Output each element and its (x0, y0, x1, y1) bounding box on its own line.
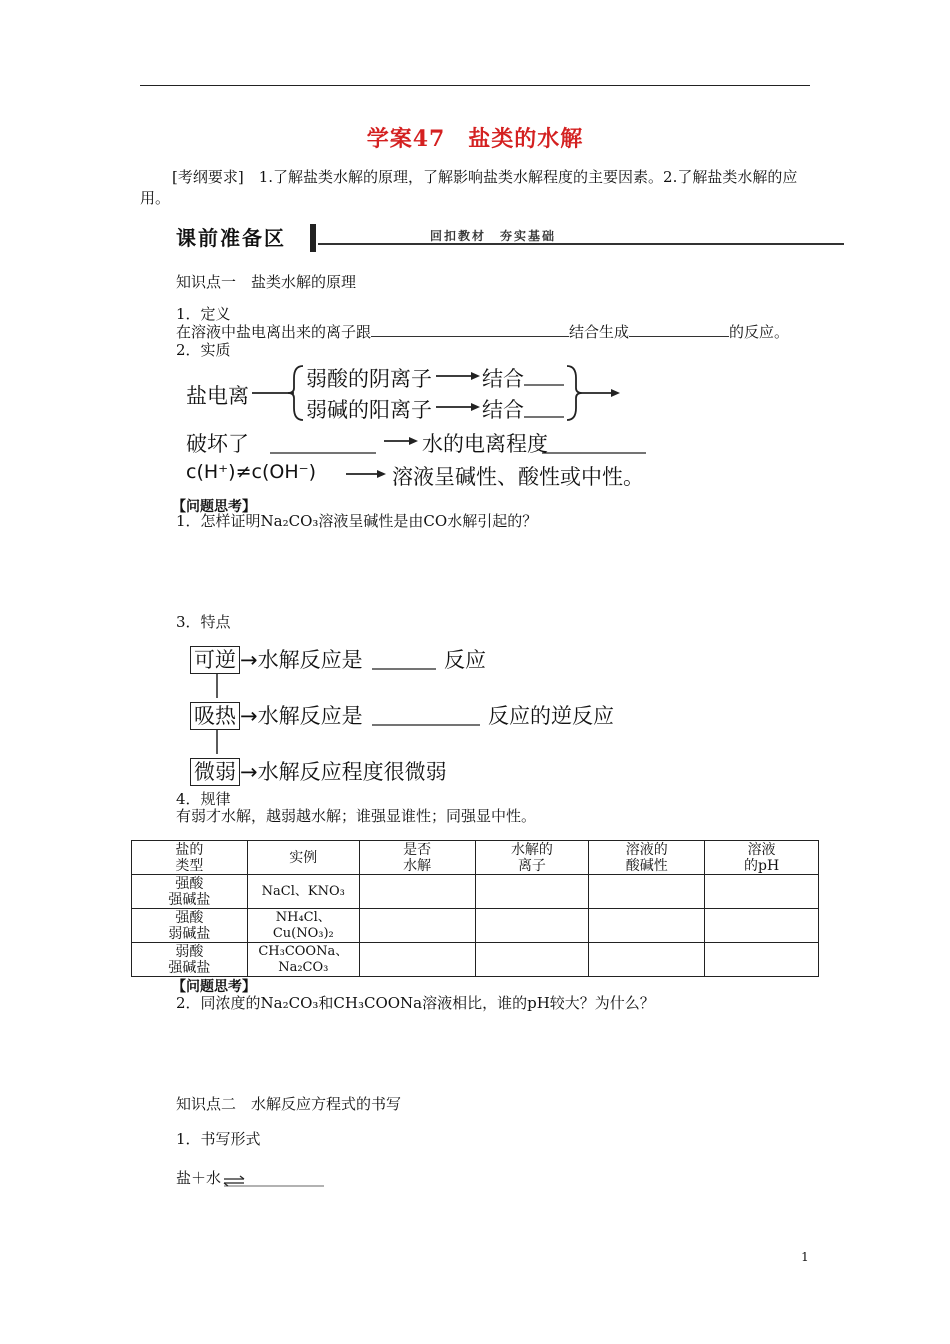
definition-text (176, 322, 789, 342)
feature-tag: 微弱 (190, 758, 240, 786)
banner-subtitle: 回扣教材 夯实基础 (430, 229, 557, 243)
features-diagram (190, 642, 630, 792)
type-cell: 弱酸 强碱盐 (132, 943, 248, 977)
def-text-2: 结合生成 (569, 323, 630, 341)
def-text-3: 的反应。 (729, 323, 790, 341)
feature-row-2-tail: 反应的逆反应 (488, 704, 614, 728)
combine-label-1: 结合 (482, 367, 524, 391)
answer-cell[interactable] (359, 909, 475, 943)
header-cell: 是否 水解 (359, 841, 475, 875)
answer-cell[interactable] (589, 875, 705, 909)
page-title: 学案47 盐类的水解 (366, 126, 584, 152)
header-cell: 水解的 离子 (475, 841, 589, 875)
kp1-heading: 知识点一 盐类水解的原理 (176, 273, 357, 291)
feature-text: →水解反应是 (240, 648, 363, 672)
answer-cell[interactable] (589, 909, 705, 943)
answer-cell[interactable] (705, 943, 819, 977)
weak-base-cation: 弱碱的阳离子 (306, 398, 432, 422)
kp2-heading: 知识点二 水解反应方程式的书写 (176, 1095, 402, 1113)
example-cell: NH₄Cl、 Cu(NO₃)₂ (247, 909, 359, 943)
example-cell: CH₃COONa、 Na₂CO₃ (247, 943, 359, 977)
hydrolysis-table (131, 840, 819, 977)
question-2: 2．同浓度的Na₂CO₃和CH₃COONa溶液相比，谁的pH较大？为什么？ (176, 994, 655, 1012)
question-label-2: 【问题思考】 (172, 979, 256, 995)
question-1: 1．怎样证明Na₂CO₃溶液呈碱性是由CO水解引起的？ (176, 512, 538, 530)
answer-cell[interactable] (475, 909, 589, 943)
answer-cell[interactable] (705, 875, 819, 909)
blank[interactable] (371, 322, 569, 337)
header-rule (140, 85, 810, 86)
rules-text: 有弱才水解，越弱越水解；谁强显谁性；同强显中性。 (176, 807, 537, 825)
feature-row-3 (190, 756, 447, 786)
features-heading: 3．特点 (176, 613, 231, 631)
banner-label: 课前准备区 (176, 224, 306, 252)
answer-cell[interactable] (705, 909, 819, 943)
definition-heading: 1．定义 (176, 305, 231, 323)
header-cell: 溶液的 酸碱性 (589, 841, 705, 875)
section-banner (176, 224, 844, 254)
example-cell: NaCl、KNO₃ (247, 875, 359, 909)
reversible-arrow-icon (222, 1174, 326, 1188)
feature-row-2 (190, 700, 363, 730)
requirements (140, 167, 820, 209)
essence-diagram (186, 362, 646, 490)
type-cell: 强酸 强碱盐 (132, 875, 248, 909)
question-label-1: 【问题思考】 (172, 499, 256, 515)
form-text-label: 盐＋水 (176, 1169, 222, 1187)
answer-cell[interactable] (359, 943, 475, 977)
feature-row-1-tail: 反应 (444, 648, 486, 672)
essence-heading: 2．实质 (176, 341, 231, 359)
form-heading: 1．书写形式 (176, 1130, 261, 1148)
header-cell: 盐的 类型 (132, 841, 248, 875)
banner-line (318, 243, 844, 245)
feature-row-1 (190, 644, 363, 674)
requirements-text: 1.了解盐类水解的原理，了解影响盐类水解程度的主要因素。2.了解盐类水解的应用。 (140, 168, 798, 207)
weak-acid-anion: 弱酸的阴离子 (306, 367, 432, 391)
destroy-label: 破坏了 (186, 432, 249, 456)
def-text-1: 在溶液中盐电离出来的离子跟 (176, 323, 372, 341)
table-row (132, 943, 819, 977)
table-header-row (132, 841, 819, 875)
feature-text: →水解反应程度很微弱 (240, 760, 447, 784)
page-number: 1 (801, 1250, 809, 1264)
type-cell: 强酸 弱碱盐 (132, 909, 248, 943)
water-ionization-label: 水的电离程度 (422, 432, 548, 456)
answer-cell[interactable] (359, 875, 475, 909)
rules-heading: 4．规律 (176, 790, 231, 808)
table-row (132, 875, 819, 909)
feature-tag: 吸热 (190, 702, 240, 730)
feature-text: →水解反应是 (240, 704, 363, 728)
feature-tag: 可逆 (190, 646, 240, 674)
result-label: 溶液呈碱性、酸性或中性。 (392, 465, 644, 489)
table-row (132, 909, 819, 943)
header-cell: 实例 (247, 841, 359, 875)
requirements-label: [考纲要求] (172, 168, 244, 186)
inequality-label: c(H⁺)≠c(OH⁻) (186, 461, 317, 483)
answer-cell[interactable] (475, 875, 589, 909)
form-text (176, 1168, 221, 1188)
header-cell: 溶液 的pH (705, 841, 819, 875)
banner-bar (310, 224, 316, 252)
answer-cell[interactable] (589, 943, 705, 977)
blank[interactable] (629, 322, 729, 337)
salt-ionize-label: 盐电离 (186, 384, 249, 408)
answer-cell[interactable] (475, 943, 589, 977)
combine-label-2: 结合 (482, 398, 524, 422)
